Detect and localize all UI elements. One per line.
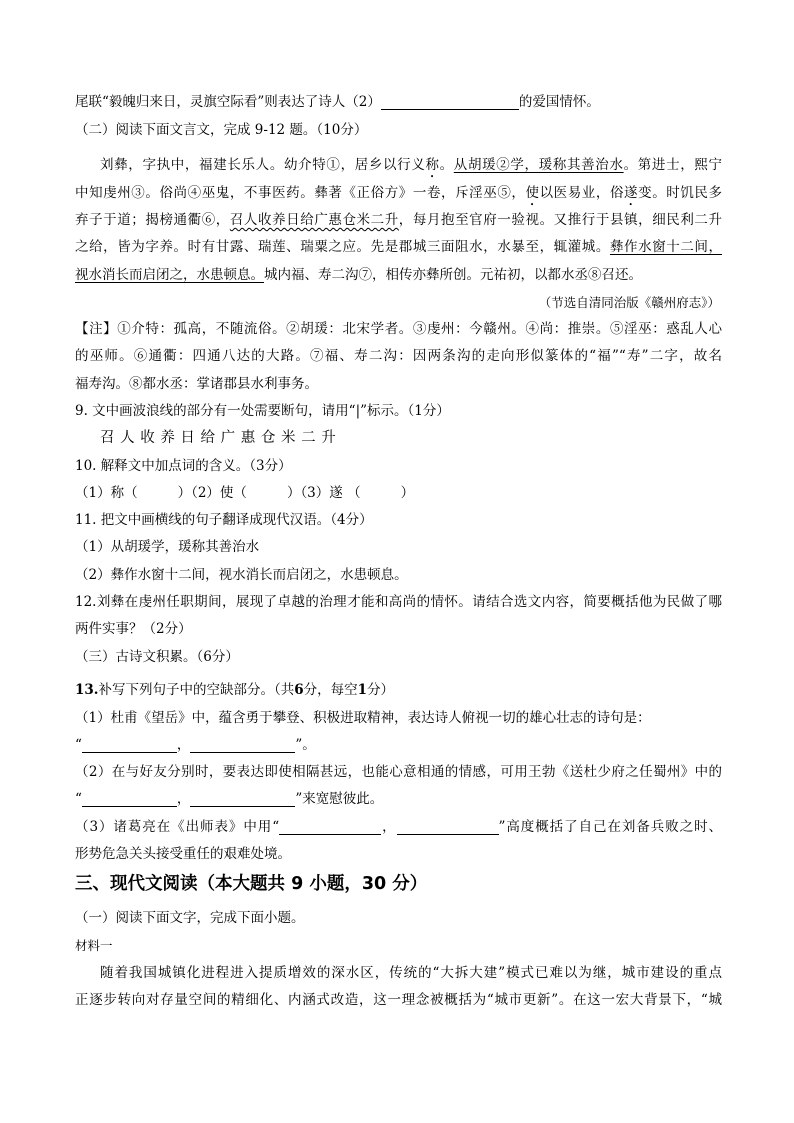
passage-wavy-sentence: 召人收养日给广惠仓米二升	[229, 211, 399, 228]
open-quote: “	[75, 736, 82, 753]
material-line: 随着我国城镇化进程进入提质增效的深水区，传统的“大拆大建”模式已难以为继，城市建设的重点	[100, 964, 722, 981]
poem-appreciation-line	[75, 89, 722, 116]
answer-blank	[82, 791, 177, 807]
passage-text: 刘彝，字执中，福建长乐人。幼介特①，居乡以行义	[100, 157, 426, 174]
q13-item-blanks	[75, 732, 722, 759]
q13-item-prompt: （2）在与好友分别时，要表达即使相隔甚远，也能心意相通的情感，可用王勃《送杜少府之任蜀州》中的	[75, 764, 722, 781]
classical-section-heading: （二）阅读下面文言文，完成 9-12 题。（10分）	[75, 121, 368, 138]
annotation-notes	[75, 316, 722, 398]
poem-appreciation-suffix: 的爱国情怀。	[518, 94, 600, 111]
passage-text: 变。时饥民多	[638, 184, 723, 201]
question-10-blanks	[75, 480, 722, 507]
q10-item-close: ）	[286, 484, 301, 501]
modern-reading-subheading: （一）阅读下面文字，完成下面小题。	[75, 910, 305, 927]
passage-text: 之给，皆为字养。时有甘露、瑞莲、瑞粟之应。先是郡城三面阻水，水暴至，辄灌城。	[75, 239, 610, 256]
close-text: ”高度概括了自己在刘备兵败之时、	[498, 818, 723, 835]
passage-text: 以医易业，俗	[539, 184, 625, 201]
q13-stem-text: 分，每空	[303, 682, 358, 699]
classical-passage	[75, 152, 722, 316]
question-13-stem	[75, 677, 722, 704]
passage-text: 。	[439, 157, 454, 174]
answer-blank	[82, 737, 177, 753]
modern-reading-heading: 三、现代文阅读（本大题共 9 小题，30 分）	[75, 874, 428, 895]
q10-item-close: ）	[400, 484, 415, 501]
passage-text: 。第进士，熙宁	[623, 157, 723, 174]
question-10-stem: 10. 解释文中加点词的含义。（3分）	[75, 457, 292, 474]
question-11-item: （1）从胡瑗学，瑗称其善治水	[75, 539, 260, 556]
passage-underlined-sentence: 从胡瑗②学，瑗称其善治水	[453, 157, 624, 174]
passage-underlined-sentence: 视水消长而启闭之，水患顿息。	[75, 266, 264, 283]
question-11-stem: 11. 把文中画横线的句子翻译成现代汉语。（4分）	[75, 512, 373, 529]
q10-item-label: （3）遂 （	[300, 484, 361, 501]
passage-text: 城内福、寿二沟⑦，相传亦彝所创。元祐初，以都水丞⑧召还。	[264, 266, 642, 283]
answer-blank	[190, 737, 295, 753]
q13-item-prompt: （1）杜甫《望岳》中，蕴含勇于攀登、积极进取精神，表达诗人俯视一切的雄心壮志的诗句是：	[75, 709, 651, 726]
passage-underlined-sentence: 彝作水窗十二间，	[609, 239, 723, 256]
q13-prompt-text: （3）诸葛亮在《出师表》中用“	[75, 818, 280, 835]
q13-item-prompt	[75, 814, 722, 841]
passage-line	[75, 262, 722, 289]
separator: ，	[176, 736, 191, 753]
poem-appreciation-text: 尾联“毅魄归来日，灵旗空际看”则表达了诗人（2）	[75, 94, 381, 111]
q13-score-number: 6	[294, 682, 304, 699]
passage-text: 弃子于道；揭榜通衢⑥，	[75, 211, 230, 228]
q13-item-blanks	[75, 786, 722, 813]
question-12-line: 12.刘彝在虔州任职期间，展现了卓越的治理才能和高尚的情怀。请结合选文内容，简要概括他为民做了哪	[75, 594, 722, 611]
q10-item-close: ）	[177, 484, 192, 501]
close-quote: ”。	[295, 736, 316, 753]
passage-dotted-char: 遂	[624, 184, 639, 201]
separator: ，	[176, 791, 191, 808]
answer-blank	[190, 791, 295, 807]
q10-item-label: （1）称（	[75, 484, 138, 501]
question-12-line: 两件实事？（2分）	[75, 621, 192, 638]
q13-score-number: 1	[357, 682, 368, 699]
passage-dotted-char: 使	[525, 184, 540, 201]
note-line: 福寿沟。⑧都水丞：掌诸郡县水利事务。	[75, 375, 318, 392]
note-line: 的巫师。⑥通衢：四通八达的大路。⑦福、寿二沟：因两条沟的走向形似篆体的“福”“寿”二字，故名	[75, 348, 722, 365]
poetry-section-heading: （三）古诗文积累。（6分）	[75, 648, 239, 665]
material-label: 材料一	[75, 938, 113, 954]
passage-text: ，每月抱至官府一验视。又推行于县镇，细民利二升	[398, 211, 723, 228]
question-11-item: （2）彝作水窗十二间，视水消长而启闭之，水患顿息。	[75, 566, 408, 583]
question-9-stem: 9. 文中画波浪线的部分有一处需要断句，请用“|”标示。（1分）	[75, 403, 450, 419]
passage-line	[75, 207, 722, 234]
note-line: 【注】①介特：孤高，不随流俗。②胡瑗：北宋学者。③虔州：今赣州。④尚：推崇。⑤淫巫：惑乱人心	[75, 321, 722, 338]
passage-line	[75, 234, 722, 261]
q13-stem-text: 补写下列句子中的空缺部分。（共	[98, 682, 295, 699]
answer-blank	[397, 819, 499, 835]
answer-blank	[279, 819, 381, 835]
question-number: 13.	[75, 682, 99, 699]
open-quote: “	[75, 791, 82, 808]
passage-line	[75, 180, 722, 207]
answer-blank	[381, 94, 519, 110]
q10-item-label: （2）使（	[191, 484, 247, 501]
separator: ，	[381, 818, 397, 835]
passage-text: 中知虔州③。俗尚④巫鬼，不事医药。彝著《正俗方》一卷，斥淫巫⑤，	[75, 184, 526, 201]
close-text: ”来宽慰彼此。	[295, 791, 384, 808]
question-9-characters: 召 人 收 养 日 给 广 惠 仓 米 二 升	[100, 430, 336, 447]
q13-item-continuation: 形势危急关头接受重任的艰难处境。	[75, 846, 291, 863]
passage-dotted-char: 称	[425, 157, 440, 174]
material-line: 正逐步转向对存量空间的精细化、内涵式改造，这一理念被概括为“城市更新”。在这一宏大背景下，“城	[75, 991, 722, 1008]
passage-line	[75, 152, 722, 179]
passage-source: （节选自清同治版《赣州府志》）	[538, 294, 720, 310]
q13-stem-text: 分）	[367, 682, 395, 699]
